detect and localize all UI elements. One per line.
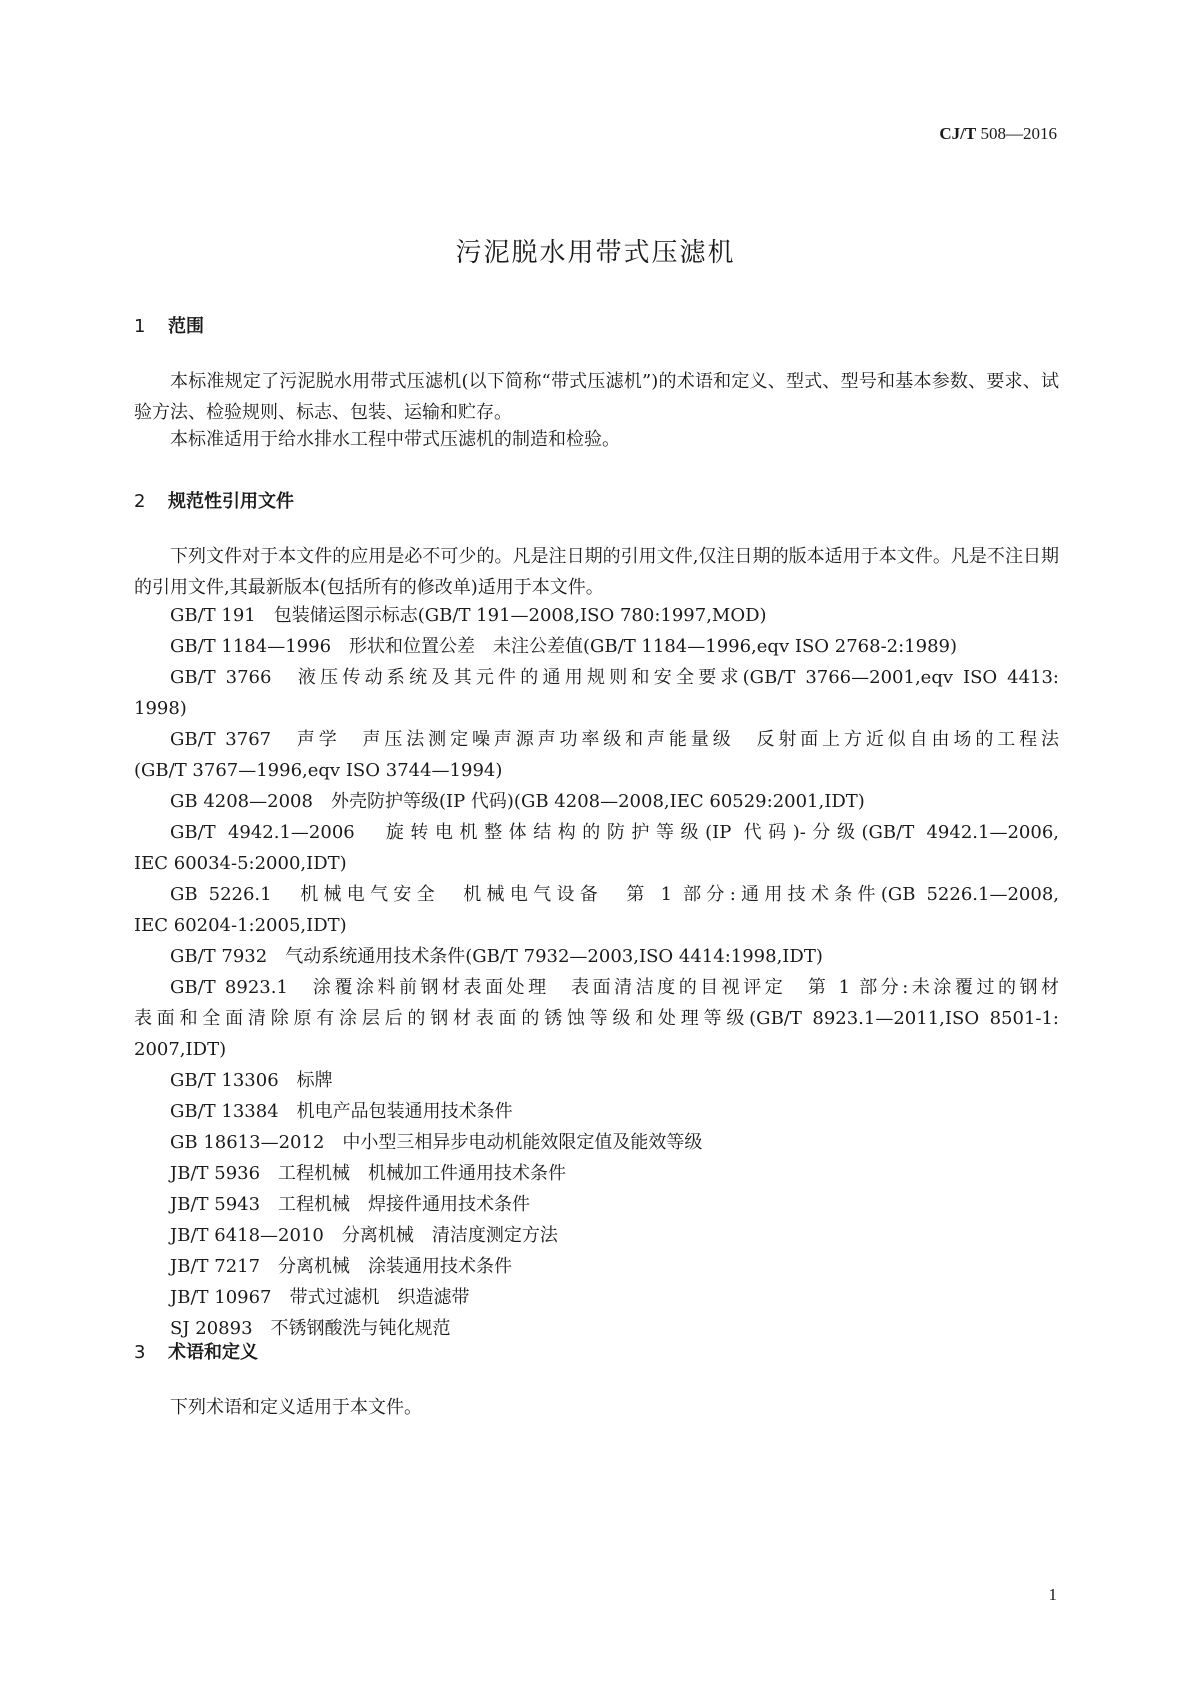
reference-item: GB/T 1184—1996 形状和位置公差 未注公差值(GB/T 1184—1996,eqv ISO 2768-2:1989) (170, 636, 957, 657)
reference-item: JB/T 6418—2010 分离机械 清洁度测定方法 (170, 1225, 558, 1246)
reference-item-continuation: IEC 60034-5:2000,IDT) (134, 853, 347, 874)
reference-item: GB 18613—2012 中小型三相异步电动机能效限定值及能效等级 (170, 1132, 703, 1153)
section-title: 术语和定义 (168, 1342, 258, 1363)
section-title: 规范性引用文件 (168, 491, 294, 512)
reference-item-continuation: IEC 60204-1:2005,IDT) (134, 915, 347, 936)
section-1-paragraph-2: 本标准适用于给水排水工程中带式压滤机的制造和检验。 (170, 429, 620, 450)
reference-item-continuation: 2007,IDT) (134, 1039, 227, 1060)
section-number: 2 (134, 491, 146, 512)
reference-item: JB/T 5943 工程机械 焊接件通用技术条件 (170, 1194, 531, 1215)
reference-item: GB/T 7932 气动系统通用技术条件(GB/T 7932—2003,ISO 4414:1998,IDT) (170, 946, 823, 967)
document-title: 污泥脱水用带式压滤机 (455, 238, 736, 268)
section-1-heading (134, 312, 204, 338)
reference-item: JB/T 5936 工程机械 机械加工件通用技术条件 (170, 1163, 567, 1184)
reference-item: GB/T 3766 液压传动系统及其元件的通用规则和安全要求(GB/T 3766—2001,eqv ISO 4413: (170, 667, 1059, 688)
reference-item: GB 5226.1 机械电气安全 机械电气设备 第 1 部分:通用技术条件(GB 5226.1—2008, (170, 884, 1059, 905)
reference-item: GB/T 3767 声学 声压法测定噪声源声功率级和声能量级 反射面上方近似自由场的工程法 (170, 729, 1059, 750)
reference-item-continuation: 表面和全面清除原有涂层后的钢材表面的锈蚀等级和处理等级(GB/T 8923.1—2011,ISO 8501-1: (134, 1008, 1059, 1029)
section-3-heading (134, 1338, 258, 1364)
reference-item: GB/T 13306 标牌 (170, 1070, 333, 1091)
normative-references-list (134, 600, 1059, 1344)
reference-item: GB/T 191 包装储运图示标志(GB/T 191—2008,ISO 780:1997,MOD) (170, 605, 767, 626)
section-title: 范围 (168, 316, 204, 337)
reference-item-continuation: (GB/T 3767—1996,eqv ISO 3744—1994) (134, 760, 503, 781)
page-number: 1 (1048, 1585, 1057, 1604)
section-1-paragraph-1: 本标准规定了污泥脱水用带式压滤机(以下简称“带式压滤机”)的术语和定义、型式、型号和基本参数、要求、试验方法、检验规则、标志、包装、运输和贮存。 (134, 371, 1059, 423)
reference-item-continuation: 1998) (134, 698, 187, 719)
reference-item: JB/T 10967 带式过滤机 织造滤带 (170, 1287, 470, 1308)
section-number: 1 (134, 316, 146, 337)
standard-number: 508—2016 (980, 124, 1057, 143)
reference-item: GB/T 4942.1—2006 旋转电机整体结构的防护等级(IP 代码)-分级(GB/T 4942.1—2006, (170, 822, 1059, 843)
reference-item: GB/T 8923.1 涂覆涂料前钢材表面处理 表面清洁度的目视评定 第 1 部分:未涂覆过的钢材 (170, 977, 1059, 998)
standard-prefix: CJ/T (939, 124, 977, 143)
reference-item: SJ 20893 不锈钢酸洗与钝化规范 (170, 1318, 451, 1339)
reference-item: GB/T 13384 机电产品包装通用技术条件 (170, 1101, 513, 1122)
reference-item: JB/T 7217 分离机械 涂装通用技术条件 (170, 1256, 513, 1277)
section-number: 3 (134, 1342, 146, 1363)
section-2-heading (134, 487, 294, 513)
standard-code (939, 124, 1057, 144)
reference-item: GB 4208—2008 外壳防护等级(IP 代码)(GB 4208—2008,IEC 60529:2001,IDT) (170, 791, 865, 812)
section-2-paragraph-1: 下列文件对于本文件的应用是必不可少的。凡是注日期的引用文件,仅注日期的版本适用于本文件。凡是不注日期的引用文件,其最新版本(包括所有的修改单)适用于本文件。 (134, 546, 1059, 598)
section-3-paragraph-1: 下列术语和定义适用于本文件。 (170, 1397, 422, 1418)
